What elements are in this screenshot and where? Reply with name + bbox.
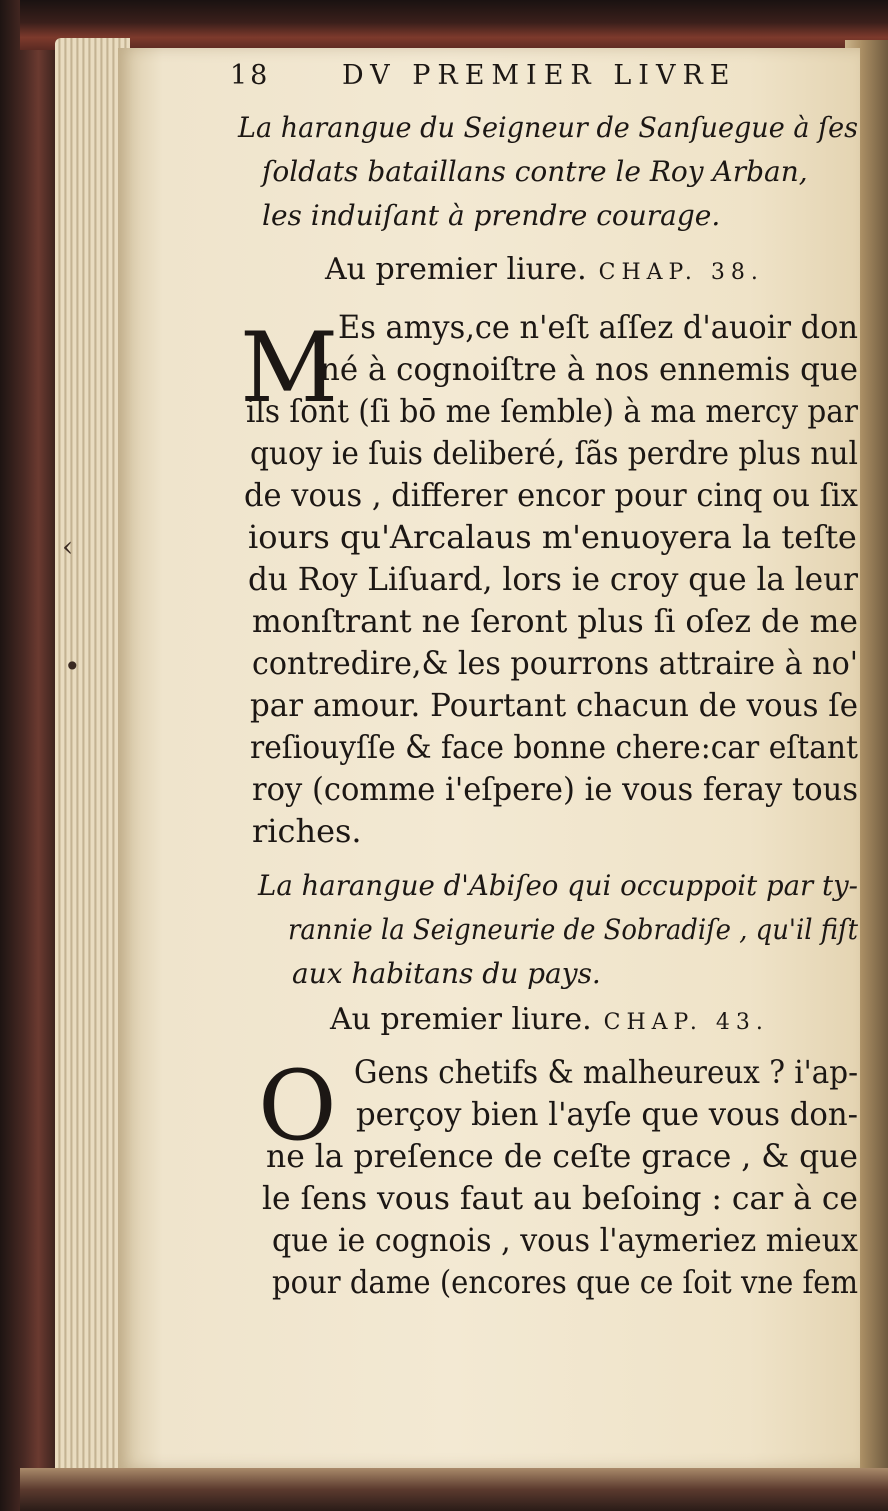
- body-line: Es amys,ce n'eſt aſſez d'auoir don: [338, 308, 858, 346]
- body-line: monſtrant ne ſeront plus ſi oſez de me: [252, 602, 858, 640]
- drop-capital: O: [258, 1050, 337, 1162]
- rubric-line: La harangue du Seigneur de Sanſuegue à ſes: [238, 111, 858, 144]
- chapter-label: CHAP. 38.: [598, 260, 764, 285]
- body-line: le ſens vous faut au beſoing : car à ce: [262, 1179, 858, 1217]
- rubric-line: ſoldats bataillans contre le Roy Arban,: [262, 155, 808, 188]
- rubric-line: rannie la Seigneurie de Sobradiſe , qu'il fiſt: [288, 913, 858, 946]
- running-title: DV PREMIER LIVRE: [341, 60, 737, 91]
- body-line: contredire,& les pourrons attraire à no': [252, 644, 858, 682]
- body-line: perçoy bien l'ayſe que vous don-: [356, 1095, 858, 1133]
- book-bottom-edge: [20, 1468, 888, 1511]
- body-line: que ie cognois , vous l'aymeriez mieux: [272, 1221, 858, 1259]
- chapter-heading: [330, 1002, 769, 1037]
- page-number: 18: [230, 60, 271, 91]
- body-line: roy (comme i'eſpere) ie vous feray tous: [252, 770, 858, 808]
- body-line: riches.: [252, 812, 362, 850]
- chapter-label: CHAP. 43.: [603, 1010, 769, 1035]
- rubric-line: les induiſant à prendre courage.: [262, 199, 721, 232]
- body-line: iours qu'Arcalaus m'enuoyera la teſte: [248, 518, 857, 556]
- book-top-edge: [20, 0, 888, 50]
- body-line: ils ſont (ſi bō me ſemble) à ma mercy par: [246, 392, 858, 430]
- chapter-reference: Au premier liure.: [325, 252, 587, 287]
- chapter-heading: [325, 252, 764, 287]
- margin-mark: ‹: [62, 530, 74, 563]
- margin-mark: •: [64, 650, 81, 683]
- body-line: par amour. Pourtant chacun de vous ſe: [250, 686, 858, 724]
- body-line: de vous , differer encor pour cinq ou ſix: [244, 476, 858, 514]
- body-line: du Roy Liſuard, lors ie croy que la leur: [248, 560, 858, 598]
- body-line: quoy ie ſuis deliberé, ſãs perdre plus nul: [250, 434, 858, 472]
- body-line: pour dame (encores que ce ſoit vne fem: [272, 1263, 858, 1301]
- rubric-line: La harangue d'Abiſeo qui occuppoit par ty-: [258, 869, 858, 902]
- running-header: [230, 60, 736, 91]
- body-line: né à cognoiſtre à nos ennemis que: [320, 350, 858, 388]
- rubric-line: aux habitans du pays.: [292, 957, 601, 990]
- drop-capital: M: [240, 312, 339, 424]
- body-line: ne la preſence de ceſte grace , & que: [266, 1137, 858, 1175]
- body-line: reſiouyſſe & face bonne chere:car eſtant: [250, 728, 858, 766]
- chapter-reference: Au premier liure.: [330, 1002, 592, 1037]
- body-line: Gens chetifs & malheureux ? i'ap-: [354, 1053, 858, 1091]
